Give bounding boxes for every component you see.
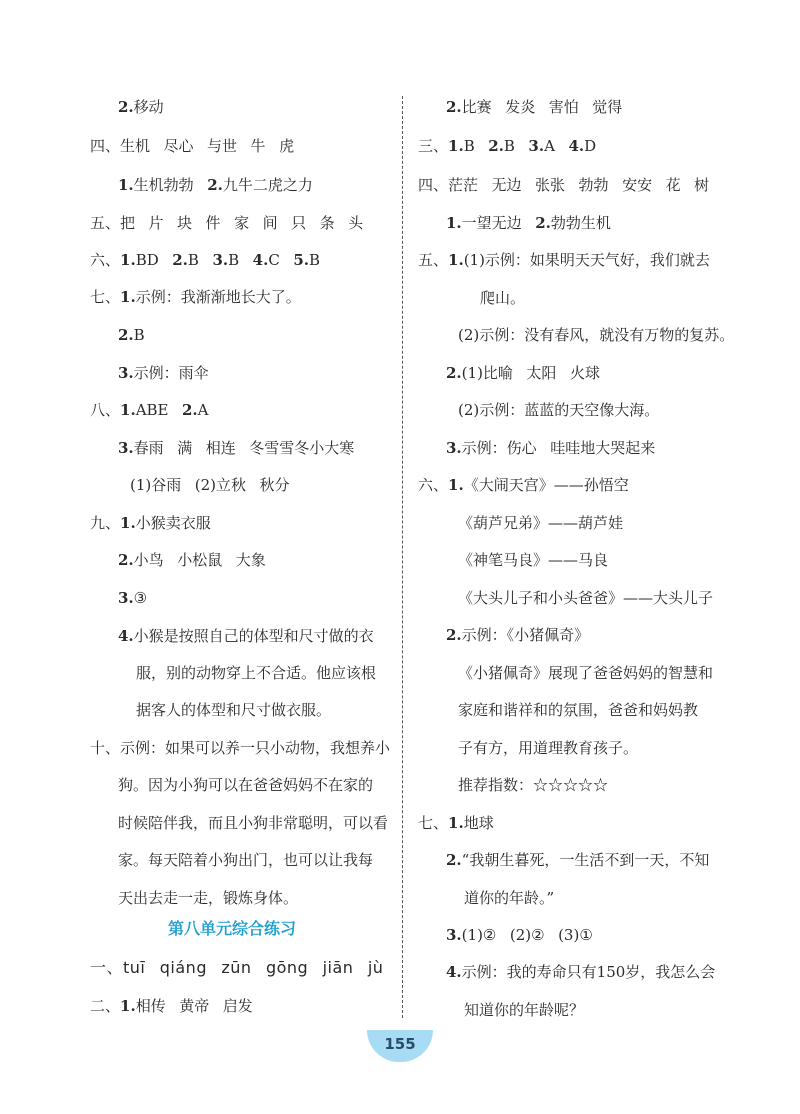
- item-number: 2.: [446, 626, 462, 644]
- item-number: 3.: [446, 926, 462, 944]
- item-number: 2.: [488, 137, 504, 155]
- item-number: 2.: [207, 176, 223, 194]
- answer-text: 《小猪佩奇》展现了爸爸妈妈的智慧和: [458, 664, 714, 682]
- answer-text: 与世: [207, 137, 238, 155]
- answer-text: (1)谷雨: [130, 476, 182, 494]
- page-number-badge: [367, 1030, 433, 1062]
- answer-text: 冬雪雪冬小大寒: [249, 439, 355, 457]
- item-number: 2.: [118, 326, 134, 344]
- answer-text: 狗。因为小狗可以在爸爸妈妈不在家的: [118, 776, 374, 794]
- answer-line: [446, 962, 715, 982]
- answer-text: 发炎: [505, 98, 536, 116]
- answer-text: 小猴卖衣服: [135, 514, 211, 532]
- page-number: 155: [384, 1035, 416, 1053]
- answer-line: [458, 738, 638, 758]
- answer-line: [136, 700, 331, 720]
- answer-text: (1)比喻: [461, 364, 513, 382]
- answer-line: [458, 775, 608, 795]
- answer-text: 《大闹天宫》——孙悟空: [463, 476, 629, 494]
- answer-text: 黄帝: [179, 997, 210, 1015]
- answer-text: 爬山。: [480, 289, 526, 307]
- item-number: 1.: [120, 514, 136, 532]
- item-number: 2.: [446, 851, 462, 869]
- answer-text: 推荐指数：☆☆☆☆☆: [458, 776, 609, 794]
- answer-line: [418, 175, 709, 195]
- answer-text: 小猴是按照自己的体型和尺寸做的衣: [133, 627, 374, 645]
- answer-line: [446, 97, 622, 117]
- answer-line: [90, 738, 390, 758]
- answer-text: BD: [135, 251, 159, 269]
- answer-text: 示例：雨伞: [133, 364, 209, 382]
- answer-text: B: [187, 251, 199, 269]
- item-number: 4.: [252, 251, 269, 269]
- item-number: 2.: [118, 551, 134, 569]
- answer-line: [118, 626, 374, 646]
- answer-text: 《大头儿子和小头爸爸》——大头儿子: [458, 589, 714, 607]
- answer-line: [446, 850, 709, 870]
- answer-text: 相传: [135, 997, 166, 1015]
- item-number: 2.: [446, 364, 462, 382]
- item-number: 3.: [118, 589, 134, 607]
- answer-text: jiān: [322, 958, 354, 977]
- answer-line: [118, 438, 354, 458]
- answer-text: 一望无边: [461, 214, 522, 232]
- answer-text: 子有方，用道理教育孩子。: [458, 739, 639, 757]
- answer-text: 小松鼠: [177, 551, 223, 569]
- answer-text: 觉得: [592, 98, 623, 116]
- answer-text: 家: [234, 214, 250, 232]
- answer-text: 春雨: [133, 439, 164, 457]
- answer-line: [118, 325, 145, 345]
- answer-text: 尽心: [163, 137, 194, 155]
- answer-text: 八、: [90, 401, 121, 419]
- answer-line: [418, 250, 710, 270]
- answer-text: 哇哇地大哭起来: [550, 439, 656, 457]
- answer-line: [446, 438, 655, 458]
- answer-text: 《葫芦兄弟》——葫芦娃: [458, 514, 624, 532]
- answer-text: (2)立秋: [194, 476, 246, 494]
- answer-text: 七、: [90, 288, 121, 306]
- answer-line: [458, 700, 698, 720]
- answer-text: 片: [148, 214, 164, 232]
- answer-text: (1)②: [461, 926, 497, 944]
- answer-text: 示例：《小猪佩奇》: [461, 626, 590, 644]
- answer-text: A: [197, 401, 209, 419]
- item-number: 1.: [448, 814, 464, 832]
- answer-line: [118, 363, 209, 383]
- item-number: 2.: [446, 98, 462, 116]
- answer-line: [458, 325, 734, 345]
- answer-text: 示例：我渐渐地长大了。: [135, 288, 301, 306]
- answer-line: [90, 213, 363, 233]
- answer-line: [118, 888, 298, 908]
- answer-text: “我朝生暮死，一生活不到一天，不知: [461, 851, 710, 869]
- answer-text: 二、: [90, 997, 121, 1015]
- answer-text: 满: [177, 439, 193, 457]
- answer-text: ③: [133, 589, 148, 607]
- answer-text: A: [544, 137, 555, 155]
- answer-line: [446, 213, 611, 233]
- answer-text: D: [584, 137, 597, 155]
- answer-text: B: [463, 137, 475, 155]
- answer-text: 道你的年龄。”: [464, 889, 555, 907]
- answer-text: 勃勃生机: [550, 214, 611, 232]
- answer-text: zūn: [221, 958, 252, 977]
- answer-line: [418, 813, 494, 833]
- item-number: 1.: [120, 401, 136, 419]
- item-number: 2.: [118, 98, 134, 116]
- answer-text: 小鸟: [133, 551, 164, 569]
- answer-line: [118, 813, 388, 833]
- answer-line: [118, 97, 164, 117]
- answer-text: 花: [665, 176, 681, 194]
- answer-text: 九牛二虎之力: [222, 176, 313, 194]
- answer-line: [90, 287, 301, 307]
- answer-text: (2)示例：没有春风，就没有万物的复苏。: [458, 326, 735, 344]
- answer-line: [118, 175, 313, 195]
- answer-line: [458, 400, 659, 420]
- answer-text: 移动: [133, 98, 164, 116]
- answer-text: 虎: [279, 137, 295, 155]
- item-number: 1.: [120, 997, 136, 1015]
- answer-line: [118, 775, 373, 795]
- item-number: 3.: [446, 439, 462, 457]
- answer-text: 张张: [535, 176, 566, 194]
- answer-text: 条: [319, 214, 335, 232]
- answer-text: 六、: [418, 476, 449, 494]
- answer-text: B: [503, 137, 515, 155]
- answer-text: 天出去走一走，锻炼身体。: [118, 889, 299, 907]
- answer-text: ABE: [135, 401, 169, 419]
- answer-text: (2)示例：蓝蓝的天空像大海。: [458, 401, 660, 419]
- answer-text: 十、示例：如果可以养一只小动物，我想养小: [90, 739, 391, 757]
- answer-line: [90, 958, 383, 978]
- answer-line: [90, 513, 211, 533]
- answer-text: 火球: [569, 364, 600, 382]
- item-number: 2.: [172, 251, 188, 269]
- answer-text: 示例：伤心: [461, 439, 537, 457]
- answer-text: jù: [367, 958, 384, 977]
- item-number: 1.: [118, 176, 134, 194]
- item-number: 1.: [120, 251, 136, 269]
- answer-line: [418, 136, 596, 156]
- answer-line: [446, 625, 589, 645]
- answer-text: 示例：我的寿命只有150岁，我怎么会: [461, 963, 716, 981]
- answer-text: 太阳: [526, 364, 557, 382]
- answer-line: [90, 996, 253, 1016]
- item-number: 1.: [120, 288, 136, 306]
- answer-text: 知道你的年龄呢？: [464, 1001, 585, 1019]
- item-number: 3.: [118, 439, 134, 457]
- item-number: 5.: [293, 251, 309, 269]
- answer-text: 时候陪伴我，而且小狗非常聪明，可以看: [118, 814, 389, 832]
- answer-text: B: [133, 326, 145, 344]
- item-number: 1.: [448, 251, 464, 269]
- answer-text: 据客人的体型和尺寸做衣服。: [136, 701, 332, 719]
- item-number: 2.: [535, 214, 551, 232]
- item-number: 3.: [212, 251, 229, 269]
- answer-line: [130, 475, 290, 495]
- item-number: 3.: [528, 137, 545, 155]
- answer-text: qiáng: [159, 958, 207, 977]
- answer-text: 服，别的动物穿上不合适。他应该根: [136, 664, 377, 682]
- answer-text: 只: [291, 214, 307, 232]
- answer-text: B: [308, 251, 321, 269]
- answer-text: 头: [348, 214, 364, 232]
- answer-line: [118, 850, 373, 870]
- answer-line: [136, 663, 376, 683]
- answer-text: (2)②: [509, 926, 545, 944]
- answer-line: [458, 663, 713, 683]
- item-number: 1.: [448, 476, 464, 494]
- answer-text: 比赛: [461, 98, 492, 116]
- answer-line: [446, 925, 593, 945]
- answer-text: (1)示例：如果明天天气好，我们就去: [463, 251, 710, 269]
- answer-line: [418, 475, 629, 495]
- answer-line: [118, 588, 147, 608]
- answer-line: [458, 513, 623, 533]
- answer-text: 秋分: [259, 476, 290, 494]
- answer-text: 四、茫茫: [418, 176, 479, 194]
- item-number: 1.: [448, 137, 464, 155]
- item-number: 3.: [118, 364, 134, 382]
- answer-text: 《神笔马良》——马良: [458, 551, 609, 569]
- answer-text: 启发: [222, 997, 253, 1015]
- answer-text: 七、: [418, 814, 449, 832]
- answer-text: 害怕: [548, 98, 579, 116]
- answer-text: 六、: [90, 251, 121, 269]
- item-number: 4.: [568, 137, 585, 155]
- answer-text: 安安: [622, 176, 653, 194]
- answer-text: 三、: [418, 137, 449, 155]
- answer-text: 四、生机: [90, 137, 151, 155]
- item-number: 1.: [446, 214, 462, 232]
- answer-text: 一、tuī: [90, 958, 146, 977]
- answer-line: [90, 400, 209, 420]
- answer-line: [446, 363, 600, 383]
- answer-text: 九、: [90, 514, 121, 532]
- column-divider: [402, 96, 403, 1018]
- answer-text: 生机勃勃: [133, 176, 194, 194]
- answer-text: C: [268, 251, 280, 269]
- answer-text: gōng: [265, 958, 309, 977]
- answer-text: 勃勃: [578, 176, 609, 194]
- answer-text: 五、: [418, 251, 449, 269]
- item-number: 2.: [182, 401, 198, 419]
- answer-line: [90, 250, 320, 270]
- answer-text: 家庭和谐祥和的氛围，爸爸和妈妈教: [458, 701, 699, 719]
- answer-text: 件: [205, 214, 221, 232]
- answer-line: [464, 888, 554, 908]
- answer-line: [458, 588, 713, 608]
- answer-text: 地球: [463, 814, 494, 832]
- item-number: 4.: [118, 627, 134, 645]
- answer-line: [118, 550, 266, 570]
- answer-text: 相连: [205, 439, 236, 457]
- answer-text: (3)①: [558, 926, 593, 944]
- answer-line: [464, 1000, 584, 1020]
- answer-text: 无边: [491, 176, 522, 194]
- answer-text: 树: [694, 176, 710, 194]
- answer-text: B: [228, 251, 240, 269]
- item-number: 4.: [446, 963, 462, 981]
- answer-line: [90, 136, 294, 156]
- section-title: 第八单元综合练习: [168, 919, 297, 938]
- answer-line: [480, 288, 525, 308]
- answer-text: 块: [177, 214, 193, 232]
- answer-text: 大象: [235, 551, 266, 569]
- answer-text: 家。每天陪着小狗出门，也可以让我每: [118, 851, 374, 869]
- answer-text: 牛: [250, 137, 266, 155]
- answer-text: 五、把: [90, 214, 136, 232]
- answer-line: [458, 550, 608, 570]
- answer-text: 间: [262, 214, 278, 232]
